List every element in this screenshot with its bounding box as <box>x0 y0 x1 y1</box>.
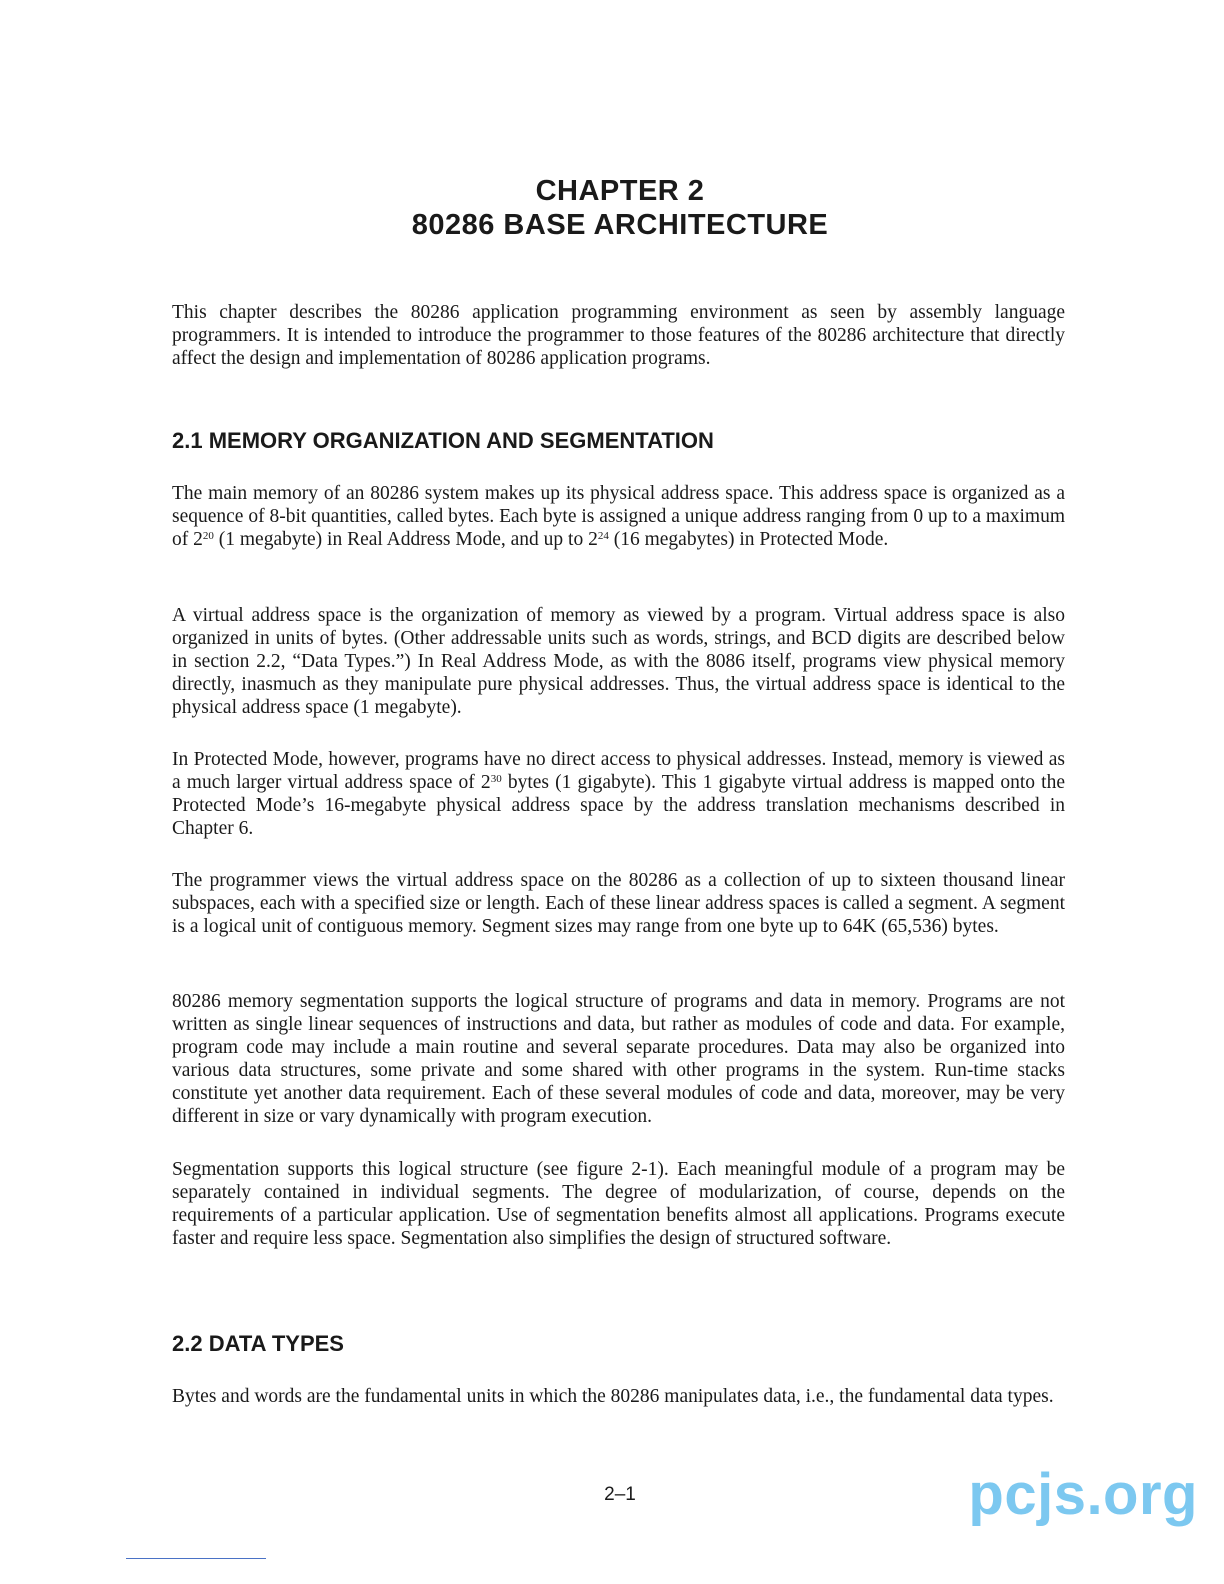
section-heading-2-2: 2.2 DATA TYPES <box>172 1331 344 1356</box>
paragraph-segmentation-benefits: Segmentation supports this logical structure (see figure 2-1). Each meaningful module of a program may be separately contained in individual segments. The degree of modularization, of course, depends on the requirements of a particular application. Use of segmentation benefits almost all applications. Programs execute faster and require less space. Segmentation also simplifies the design of structured software. <box>172 1159 1065 1250</box>
paragraph-virtual-address-space: A virtual address space is the organization of memory as viewed by a program. Virtual address space is also organized in units of bytes. (Other addressable units such as words, strings, and BCD digits are described below in section 2.2, “Data Types.”) In Real Address Mode, as with the 8086 itself, programs view physical memory directly, inasmuch as they manipulate pure physical addresses. Thus, the virtual address space is identical to the physical address space (1 megabyte). <box>172 605 1065 719</box>
pcjs-watermark[interactable]: pcjs.org <box>968 1462 1198 1527</box>
section-heading-2-1: 2.1 MEMORY ORGANIZATION AND SEGMENTATION <box>172 428 714 453</box>
page-number: 2–1 <box>604 1484 636 1505</box>
paragraph-text: The main memory of an 80286 system makes up its physical address space. This address space is organized as a sequence of 8-bit quantities, called bytes. Each byte is assigned a unique address ranging from 0 up to a maximum of 2 <box>172 483 1065 551</box>
chapter-heading <box>0 174 1224 242</box>
paragraph-memory-segmentation: 80286 memory segmentation supports the logical structure of programs and data in memory. Programs are not written as single linear sequences of instructions and data, but rather as modules of code and data. For example, program code may include a main routine and several separate procedures. Data may also be organized into various data structures, some private and some shared with other programs in the system. Run-time stacks constitute yet another data requirement. Each of these several modules of code and data, moreover, may be very different in size or vary dynamically with program execution. <box>172 991 1065 1128</box>
paragraph-segments: The programmer views the virtual address space on the 80286 as a collection of up to sixteen thousand linear subspaces, each with a specified size or length. Each of these linear address spaces is called a segment. A segment is a logical unit of contiguous memory. Segment sizes may range from one byte up to 64K (65,536) bytes. <box>172 870 1065 938</box>
exponent: 20 <box>202 530 214 543</box>
paragraph-protected-mode <box>172 748 1065 840</box>
footer-rule <box>126 1558 266 1559</box>
paragraph-physical-address-space <box>172 482 1065 551</box>
paragraph-data-types: Bytes and words are the fundamental units in which the 80286 manipulates data, i.e., the fundamental data types. <box>172 1386 1054 1407</box>
paragraph-text: (1 megabyte) in Real Address Mode, and up to 2 <box>213 529 598 551</box>
paragraph-text: bytes (1 gigabyte). This 1 gigabyte virtual address is mapped onto the Protected Mode’s 16-megabyte physical address space by the address translation mechanisms described in Chapter 6. <box>172 772 1065 840</box>
intro-paragraph: This chapter describes the 80286 application programming environment as seen by assembly language programmers. It is intended to introduce the programmer to those features of the 80286 architecture that directly affect the design and implementation of 80286 application programs. <box>172 302 1065 370</box>
paragraph-text: (16 megabytes) in Protected Mode. <box>608 529 889 551</box>
exponent: 30 <box>490 773 502 786</box>
chapter-number: CHAPTER 2 <box>535 175 705 207</box>
exponent: 24 <box>597 530 609 543</box>
chapter-title: 80286 BASE ARCHITECTURE <box>411 209 829 241</box>
paragraph-text: In Protected Mode, however, programs have no direct access to physical addresses. Instead, memory is viewed as a much larger virtual address space of 2 <box>172 749 1065 794</box>
